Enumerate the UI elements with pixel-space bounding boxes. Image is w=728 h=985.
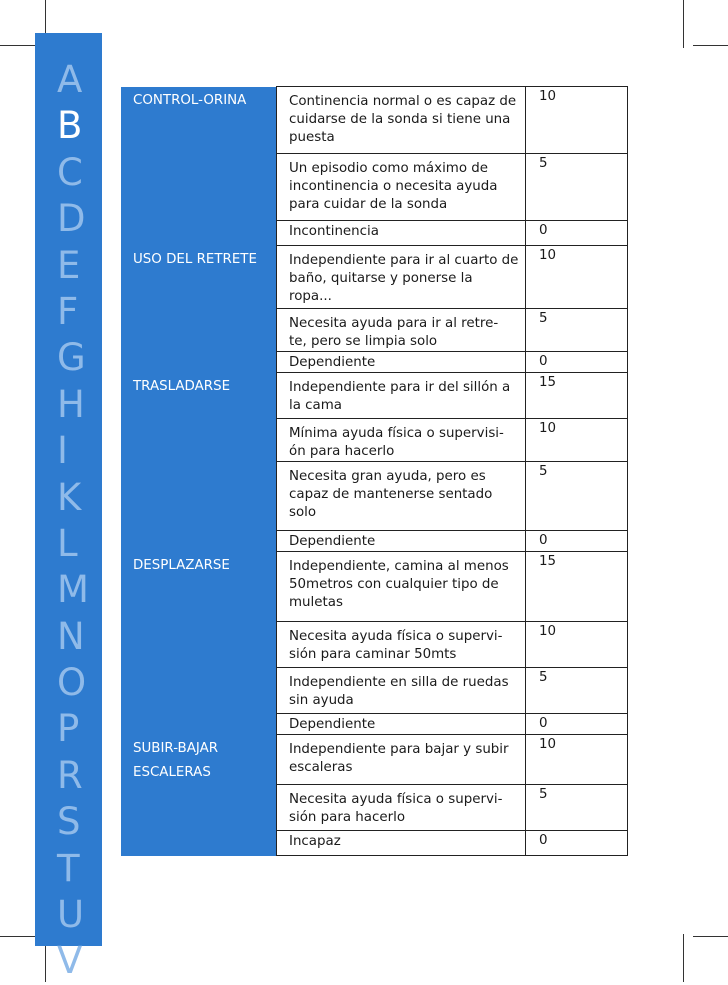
alphabet-letter-v: V (57, 939, 83, 983)
points-cell: 5 (526, 309, 628, 352)
description-cell: Independiente, camina al menos 50metros con cualquier tipo de muletas (277, 552, 526, 622)
alphabet-letter-m: M (57, 568, 89, 612)
category-cell: USO DEL RETRETE (121, 246, 277, 373)
description-cell: Un episodio como máximo de incontinencia o necesita ayuda para cuidar de la sonda (277, 154, 526, 221)
alphabet-letter-u: U (57, 893, 85, 937)
alphabet-letter-d: D (57, 197, 86, 241)
alphabet-letter-c: C (57, 150, 83, 194)
description-cell: Necesita ayuda para ir al retre- te, pero se limpia solo (277, 309, 526, 352)
points-cell: 15 (526, 373, 628, 419)
alphabet-letter-o: O (57, 661, 87, 705)
crop-mark (683, 934, 684, 982)
alphabet-letter-b: B (57, 104, 83, 148)
description-cell: Mínima ayuda física o supervisi- ón para hacerlo (277, 419, 526, 462)
crop-mark (0, 936, 35, 937)
crop-mark (683, 0, 684, 48)
description-cell: Dependiente (277, 714, 526, 735)
alphabet-letter-h: H (57, 382, 85, 426)
alphabet-letter-n: N (57, 614, 85, 658)
alphabet-letter-list (35, 57, 102, 985)
alphabet-letter-i: I (57, 429, 68, 473)
description-cell: Necesita gran ayuda, pero es capaz de mantenerse sentado solo (277, 462, 526, 531)
table-row (121, 735, 628, 785)
alphabet-letter-p: P (57, 707, 80, 751)
crop-mark (0, 45, 35, 46)
points-cell: 5 (526, 785, 628, 831)
description-cell: Incontinencia (277, 221, 526, 246)
crop-mark (693, 936, 728, 937)
description-cell: Necesita ayuda física o supervi- sión para caminar 50mts (277, 622, 526, 668)
category-cell: CONTROL-ORINA (121, 87, 277, 246)
category-cell: SUBIR-BAJAR ESCALERAS (121, 735, 277, 856)
category-cell: TRASLADARSE (121, 373, 277, 552)
points-cell: 0 (526, 221, 628, 246)
description-cell: Independiente en silla de ruedas sin ayuda (277, 668, 526, 714)
description-cell: Necesita ayuda física o supervi- sión para hacerlo (277, 785, 526, 831)
description-cell: Independiente para ir al cuarto de baño, quitarse y ponerse la ropa... (277, 246, 526, 309)
scoring-table (121, 86, 628, 856)
alphabet-letter-f: F (57, 289, 79, 333)
alphabet-letter-r: R (57, 753, 83, 797)
alphabet-letter-e: E (57, 243, 81, 287)
alphabet-letter-t: T (57, 846, 80, 890)
points-cell: 0 (526, 531, 628, 552)
description-cell: Continencia normal o es capaz de cuidarse de la sonda si tiene una puesta (277, 87, 526, 154)
table-row (121, 246, 628, 309)
points-cell: 5 (526, 462, 628, 531)
table-row (121, 552, 628, 622)
points-cell: 10 (526, 419, 628, 462)
alphabet-letter-l: L (57, 521, 78, 565)
description-cell: Independiente para bajar y subir escaleras (277, 735, 526, 785)
description-cell: Independiente para ir del sillón a la cama (277, 373, 526, 419)
description-cell: Dependiente (277, 352, 526, 373)
points-cell: 10 (526, 246, 628, 309)
points-cell: 10 (526, 87, 628, 154)
points-cell: 10 (526, 622, 628, 668)
category-cell: DESPLAZARSE (121, 552, 277, 735)
points-cell: 15 (526, 552, 628, 622)
alphabet-letter-s: S (57, 800, 81, 844)
alphabet-letter-a: A (57, 58, 83, 101)
description-cell: Incapaz (277, 831, 526, 856)
points-cell: 0 (526, 714, 628, 735)
points-cell: 5 (526, 154, 628, 221)
alphabet-index-sidebar (35, 33, 102, 983)
table-row (121, 87, 628, 154)
description-cell: Dependiente (277, 531, 526, 552)
points-cell: 0 (526, 352, 628, 373)
alphabet-letter-g: G (57, 336, 86, 380)
alphabet-letter-k: K (57, 475, 82, 519)
table-row (121, 373, 628, 419)
crop-mark (693, 45, 728, 46)
points-cell: 10 (526, 735, 628, 785)
points-cell: 5 (526, 668, 628, 714)
points-cell: 0 (526, 831, 628, 856)
